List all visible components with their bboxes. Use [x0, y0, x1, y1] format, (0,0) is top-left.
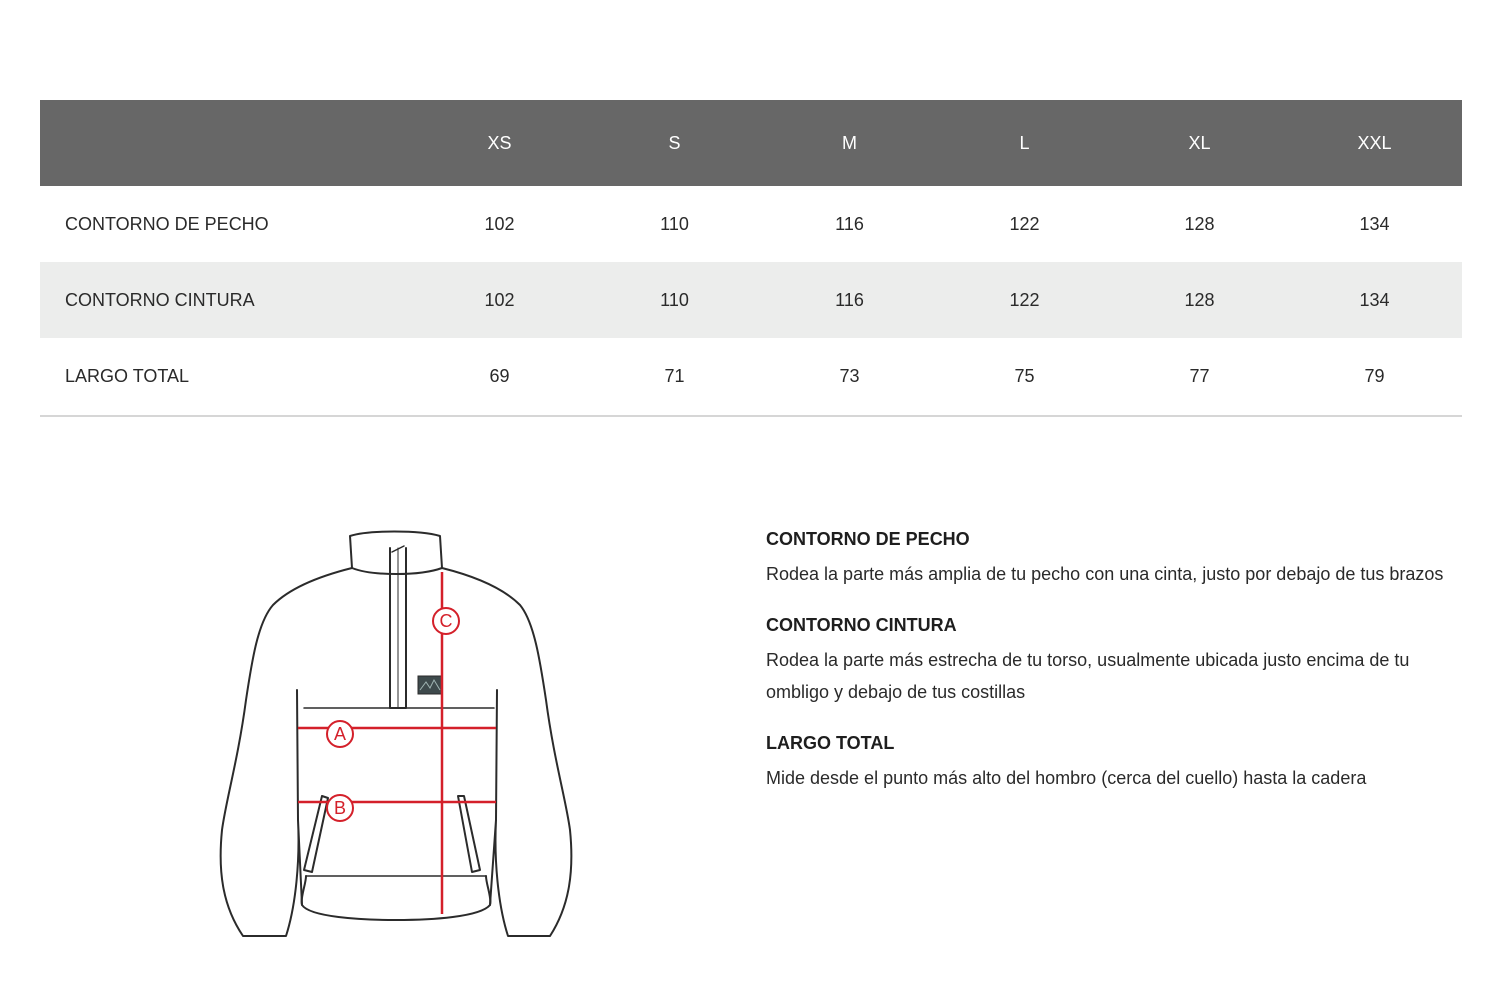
table-cell: 122: [1009, 213, 1040, 234]
table-cell: 128: [1184, 289, 1215, 310]
table-cell: 75: [1014, 366, 1035, 386]
table-cell: 116: [835, 213, 864, 234]
jacket-body-outline: [221, 568, 572, 936]
table-row-waist: [40, 262, 1462, 338]
description-length: [766, 730, 1466, 794]
table-cell: 77: [1189, 366, 1210, 386]
header-size-xxl: XXL: [1357, 132, 1392, 153]
table-row-length: [40, 338, 1462, 416]
right-pocket: [458, 796, 480, 872]
header-empty-cell: [40, 100, 412, 186]
header-size-m: M: [842, 132, 857, 153]
description-chest: [766, 526, 1466, 590]
description-text: Mide desde el punto más alto del hombro (cerca del cuello) hasta la cadera: [766, 768, 1367, 788]
table-cell: 79: [1364, 366, 1385, 386]
table-cell: 110: [660, 289, 689, 310]
table-row-chest: [40, 186, 1462, 262]
table-cell: 102: [484, 213, 515, 234]
marker-b-label: B: [333, 798, 347, 818]
table-cell: 134: [1359, 213, 1390, 234]
jacket-diagram: [200, 520, 600, 950]
table-cell: 116: [835, 289, 864, 310]
table-header-row: [40, 100, 1462, 186]
row-label: CONTORNO DE PECHO: [65, 213, 269, 234]
table-cell: 134: [1359, 289, 1390, 310]
measurement-descriptions: [766, 526, 1466, 816]
size-table: [40, 100, 1462, 417]
table-cell: 73: [839, 366, 860, 386]
table-cell: 128: [1184, 213, 1215, 234]
row-label: CONTORNO CINTURA: [65, 289, 255, 310]
table-cell: 71: [664, 366, 685, 386]
description-text: Rodea la parte más estrecha de tu torso, usualmente ubicada justo encima de tu ombligo y debajo de tus costillas: [766, 650, 1410, 702]
row-label: LARGO TOTAL: [65, 366, 190, 386]
marker-a-label: A: [333, 724, 347, 744]
header-size-s: S: [668, 132, 681, 153]
header-size-xs: XS: [487, 132, 512, 153]
logo-patch-icon: [418, 676, 442, 694]
marker-c-label: C: [439, 611, 453, 631]
left-pocket: [304, 796, 328, 872]
table-cell: 69: [489, 366, 510, 386]
table-cell: 110: [660, 213, 689, 234]
description-text: Rodea la parte más amplia de tu pecho con una cinta, justo por debajo de tus brazos: [766, 564, 1444, 584]
jacket-collar: [350, 532, 442, 575]
header-size-xl: XL: [1188, 132, 1211, 153]
header-size-l: L: [1019, 132, 1030, 153]
description-waist: [766, 612, 1466, 708]
description-title: CONTORNO DE PECHO: [766, 529, 970, 549]
table-cell: 122: [1009, 289, 1040, 310]
description-title: CONTORNO CINTURA: [766, 615, 957, 635]
description-title: LARGO TOTAL: [766, 733, 895, 753]
table-cell: 102: [484, 289, 515, 310]
